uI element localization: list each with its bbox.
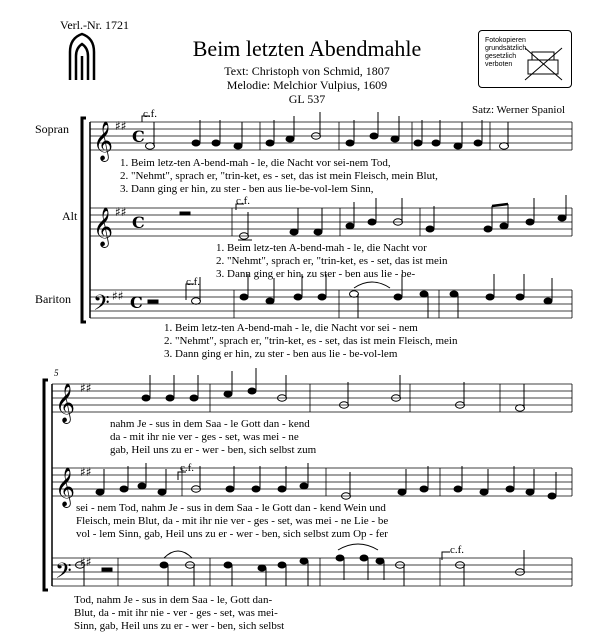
text-credit: Text: Christoph von Schmid, 1807 — [224, 64, 390, 78]
common-time-icon: C — [132, 127, 145, 146]
rest — [180, 212, 190, 215]
lyric-line: 2. "Nehmt", sprach er, "trin-ket, es - set, das ist mein — [216, 255, 448, 267]
lyric-line: Tod, nahm Je - sus in dem Saa - le, Gott dan- — [74, 594, 273, 606]
sharp-icon: ♯♯ — [115, 119, 127, 133]
voice-label-alto: Alt — [62, 209, 78, 223]
voice-label-baritone: Bariton — [35, 292, 71, 306]
page-title: Beim letzten Abendmahle — [192, 36, 422, 61]
lyric-line: 1. Beim letz-ten A-bend-mah - le, die Nacht vor sei - nem — [164, 322, 418, 334]
treble-clef-icon: 𝄞 — [55, 383, 76, 423]
notes-system-2 — [76, 368, 557, 586]
cantus-firmus-marking: c.f. — [186, 276, 201, 288]
cantus-firmus-marking: c.f. — [143, 108, 158, 120]
lyric-line: Blut, da - mit ihr nie - ver - ges - set, was mei- — [74, 607, 278, 619]
voice-label-soprano: Sopran — [35, 122, 69, 136]
alto-staff-1 — [90, 208, 572, 236]
lyric-line: 3. Dann ging er hin, zu ster - ben aus lie - be-vol-lem — [164, 348, 398, 360]
lyric-line: nahm Je - sus in dem Saa - le Gott dan - kend — [110, 418, 310, 430]
lyric-line: 2. "Nehmt", sprach er, "trin-ket, es - set, das ist mein Fleisch, mein — [164, 335, 458, 347]
treble-clef-icon: 𝄞 — [93, 207, 114, 247]
common-time-icon: C — [132, 213, 145, 232]
treble-clef-icon: 𝄞 — [55, 467, 76, 507]
cantus-firmus-marking: c.f. — [236, 195, 251, 207]
lyric-line: gab, Heil uns zu er - wer - ben, sich selbst zum — [110, 444, 317, 456]
baritone-staff-1 — [90, 290, 572, 318]
common-time-icon: C — [130, 293, 143, 312]
lyric-line: 3. Dann ging er hin, zu ster - ben aus lie-be-vol-lem Sinn, — [120, 183, 374, 195]
stamp-line: Fotokopieren — [485, 37, 526, 44]
stamp-line: gesetzlich — [485, 53, 517, 60]
copy-prohibited-stamp — [478, 30, 572, 88]
sharp-icon: ♯♯ — [80, 465, 92, 479]
lyric-line: sei - nem Tod, nahm Je - sus in dem Saa - le Gott dan - kend Wein und — [76, 502, 386, 514]
stamp-line: verboten — [485, 61, 513, 68]
lyric-line: Sinn, gab, Heil uns zu er - wer - ben, sich selbst — [74, 620, 285, 632]
lyric-line: da - mit ihr nie ver - ges - set, was mei - ne — [110, 431, 299, 443]
system-1-staves — [82, 118, 572, 322]
alto-staff-2 — [52, 468, 572, 496]
cantus-firmus-marking: c.f. — [180, 462, 195, 474]
measure-number: 5 — [54, 368, 59, 378]
lyric-line: 1. Beim letz-ten A-bend-mah - le, die Nacht vor sei-nem Tod, — [120, 157, 391, 169]
baritone-staff-2 — [52, 558, 572, 586]
sharp-icon: ♯♯ — [80, 555, 92, 569]
stamp-line: grundsätzlich — [485, 45, 527, 52]
lyric-line: Fleisch, mein Blut, da - mit ihr nie ver - ges - set, was mei - ne Lie - be — [76, 515, 389, 527]
treble-clef-icon: 𝄞 — [93, 121, 114, 161]
soprano-staff-2 — [52, 384, 572, 412]
sharp-icon: ♯♯ — [80, 381, 92, 395]
bass-clef-icon: 𝄢 — [93, 291, 110, 321]
melody-credit: Melodie: Melchior Vulpius, 1609 — [226, 78, 388, 92]
sharp-icon: ♯♯ — [112, 289, 124, 303]
bass-clef-icon: 𝄢 — [55, 559, 72, 589]
gl-number: GL 537 — [288, 92, 326, 106]
lyric-line: 2. "Nehmt", sprach er, "trin-ket, es - set, das ist mein Fleisch, mein Blut, — [120, 170, 438, 182]
cantus-firmus-marking: c.f. — [450, 544, 465, 556]
lyric-line: 1. Beim letz-ten A-bend-mah - le, die Nacht vor — [216, 242, 427, 254]
barlines-2 — [118, 384, 572, 586]
publisher-number: Verl.-Nr. 1721 — [60, 18, 129, 32]
lyric-line: vol - lem Sinn, gab, Heil uns zu er - wer - ben, sich selbst zum Op - fer — [76, 528, 388, 540]
arrangement-credit: Satz: Werner Spaniol — [472, 104, 566, 116]
sharp-icon: ♯♯ — [115, 205, 127, 219]
lyric-line: 3. Dann ging er hin, zu ster - ben aus lie - be- — [216, 268, 416, 280]
